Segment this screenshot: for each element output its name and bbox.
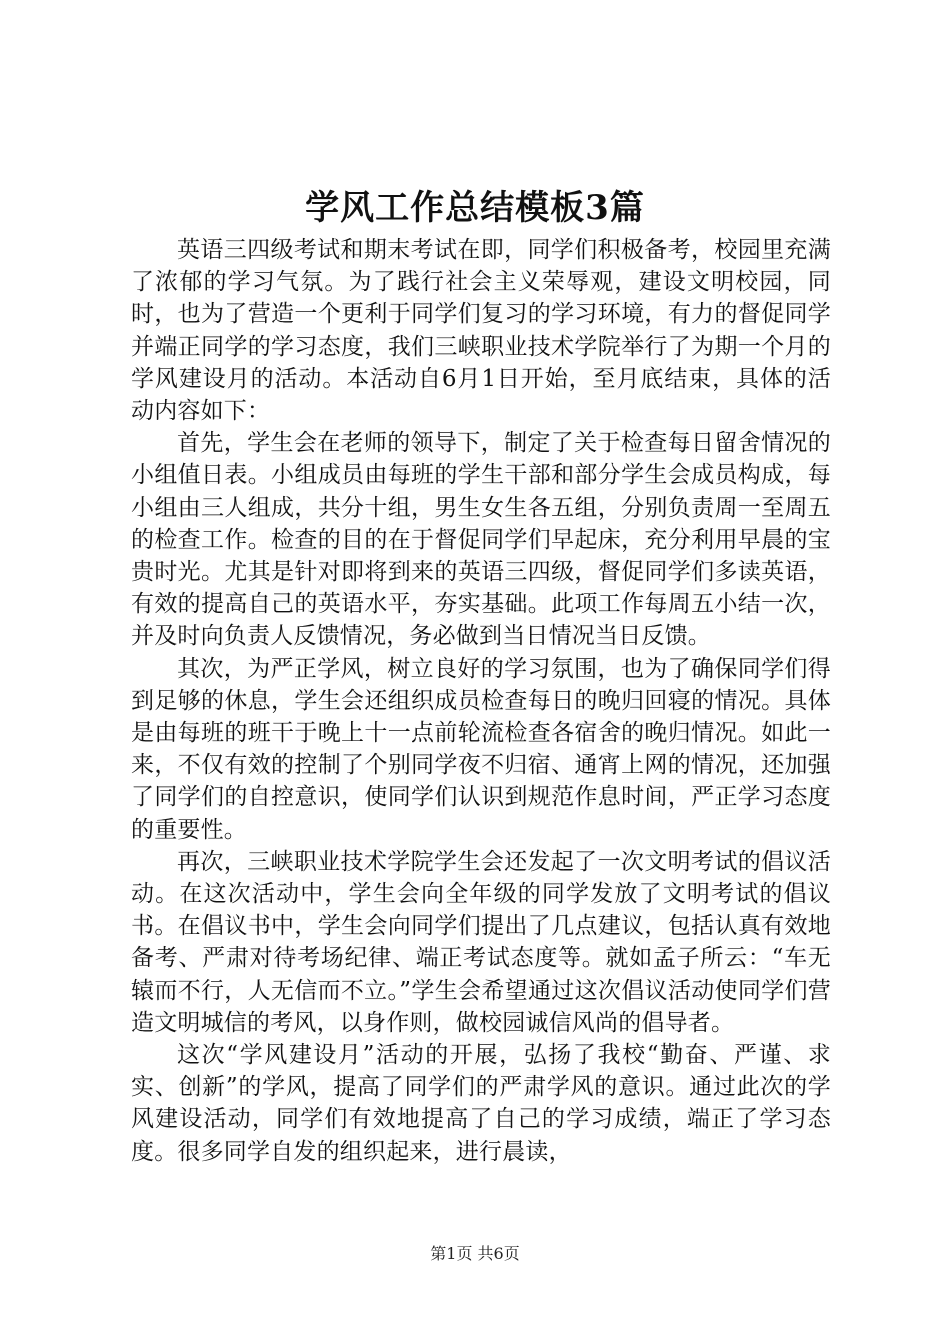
- paragraph: 其次，为严正学风，树立良好的学习氛围，也为了确保同学们得到足够的休息，学生会还组织成员检查每日的晚归回寝的情况。具体是由每班的班干于晚上十一点前轮流检查各宿舍的晚归情况。如此一来，不仅有效的控制了个别同学夜不归宿、通宵上网的情况，还加强了同学们的自控意识，使同学们认识到规范作息时间，严正学习态度的重要性。: [131, 655, 831, 843]
- paragraph: 英语三四级考试和期末考试在即，同学们积极备考，校园里充满了浓郁的学习气氛。为了践行社会主义荣辱观，建设文明校园，同时，也为了营造一个更利于同学们复习的学习环境，有力的督促同学并端正同学的学习态度，我们三峡职业技术学院举行了为期一个月的学风建设月的活动。本活动自6月1日开始，至月底结束，具体的活动内容如下：: [131, 237, 831, 425]
- page-number-footer: 第1页 共6页: [430, 1244, 520, 1263]
- document-title: 学风工作总结模板3篇: [305, 188, 645, 228]
- paragraph: 这次“学风建设月”活动的开展，弘扬了我校“勤奋、严谨、求实、创新”的学风，提高了同学们的严肃学风的意识。通过此次的学风建设活动，同学们有效地提高了自己的学习成绩，端正了学习态度。很多同学自发的组织起来，进行晨读，: [131, 1042, 831, 1165]
- paragraph: 再次，三峡职业技术学院学生会还发起了一次文明考试的倡议活动。在这次活动中，学生会向全年级的同学发放了文明考试的倡议书。在倡议书中，学生会向同学们提出了几点建议，包括认真有效地备考、严肃对待考场纪律、端正考试态度等。就如孟子所云：“车无辕而不行，人无信而不立。”学生会希望通过这次倡议活动使同学们营造文明城信的考风，以身作则，做校园诚信风尚的倡导者。: [131, 848, 831, 1036]
- paragraph: 首先，学生会在老师的领导下，制定了关于检查每日留舍情况的小组值日表。小组成员由每班的学生干部和部分学生会成员构成，每小组由三人组成，共分十组，男生女生各五组，分别负责周一至周五的检查工作。检查的目的在于督促同学们早起床，充分利用早晨的宝贵时光。尤其是针对即将到来的英语三四级，督促同学们多读英语，有效的提高自己的英语水平，夯实基础。此项工作每周五小结一次，并及时向负责人反馈情况，务必做到当日情况当日反馈。: [131, 430, 831, 650]
- document-body: [131, 234, 831, 1168]
